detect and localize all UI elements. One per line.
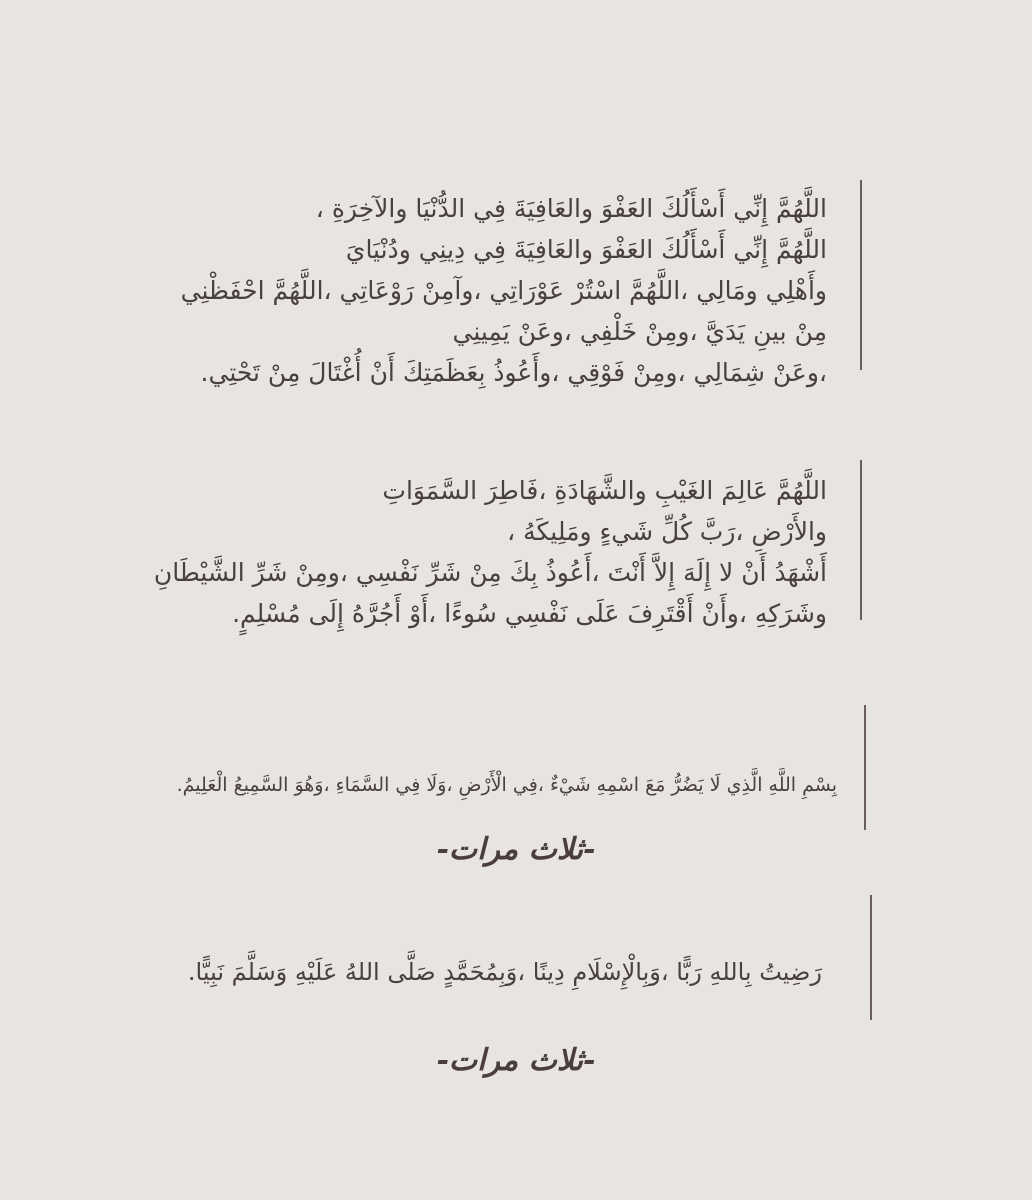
dua-line: ،وعَنْ شِمَالِي ،ومِنْ فَوْقِي ،وأَعُوذُ بِعَظَمَتِكَ أَنْ أُغْتَالَ مِنْ تَحْتِي. <box>200 358 827 387</box>
dua-text-block <box>177 770 837 800</box>
dua-line: والأَرْضِ ،رَبَّ كُلِّ شَيءٍ ومَلِيكَهُ ، <box>507 517 827 546</box>
dua-line: وأَهْلِي ومَالِي ،اللَّهُمَّ اسْتُرْ عَوْرَاتِي ،وآمِنْ رَوْعَاتِي ،اللَّهُمَّ احْفَظْنِي <box>180 276 827 305</box>
section-divider <box>860 180 862 370</box>
section-divider <box>870 895 872 1020</box>
dua-text-block <box>154 470 827 634</box>
dua-line: اللَّهُمَّ إِنِّي أَسْأَلُكَ العَفْوَ والعَافِيَةَ فِي دِينِي ودُنْيَايَ <box>345 235 827 264</box>
dua-text-block <box>188 955 822 989</box>
section-divider <box>864 705 866 830</box>
dua-line: رَضِيتُ بِاللهِ رَبًّا ،وَبِالْإِسْلَامِ دِينًا ،وَبِمُحَمَّدٍ صَلَّى اللهُ عَلَيْهِ وَسَلَّمَ نَبِيًّا. <box>187 958 822 986</box>
repeat-count-label: -ثلاث مرات- <box>436 1043 596 1078</box>
dua-text-block <box>181 188 827 393</box>
dua-line: مِنْ بينِ يَدَيَّ ،ومِنْ خَلْفِي ،وعَنْ يَمِينِي <box>452 317 827 346</box>
dua-line: أَشْهَدُ أَنْ لا إِلَهَ إِلاَّ أَنْتَ ،أَعُوذُ بِكَ مِنْ شَرِّ نَفْسِي ،ومِنْ شَرِّ الشَّيْطَانِ <box>153 558 827 587</box>
dua-line: اللَّهُمَّ إِنِّي أَسْأَلُكَ العَفْوَ والعَافِيَةَ فِي الدُّنْيَا والآخِرَةِ ، <box>315 194 827 223</box>
dua-line: وشَرَكِهِ ،وأَنْ أَقْتَرِفَ عَلَى نَفْسِي سُوءًا ،أَوْ أَجُرَّهُ إِلَى مُسْلِمٍ. <box>232 599 827 628</box>
section-divider <box>860 460 862 620</box>
dua-line: اللَّهُمَّ عَالِمَ الغَيْبِ والشَّهَادَةِ ،فَاطِرَ السَّمَوَاتِ <box>382 476 827 505</box>
dua-line: بِسْمِ اللَّهِ الَّذِي لَا يَضُرُّ مَعَ اسْمِهِ شَيْءٌ ،فِي الْأَرْضِ ،وَلَا فِي السَّمَاءِ ،وَهُوَ السَّمِيعُ الْعَلِيمُ. <box>176 774 837 796</box>
repeat-count-label: -ثلاث مرات- <box>436 832 596 867</box>
